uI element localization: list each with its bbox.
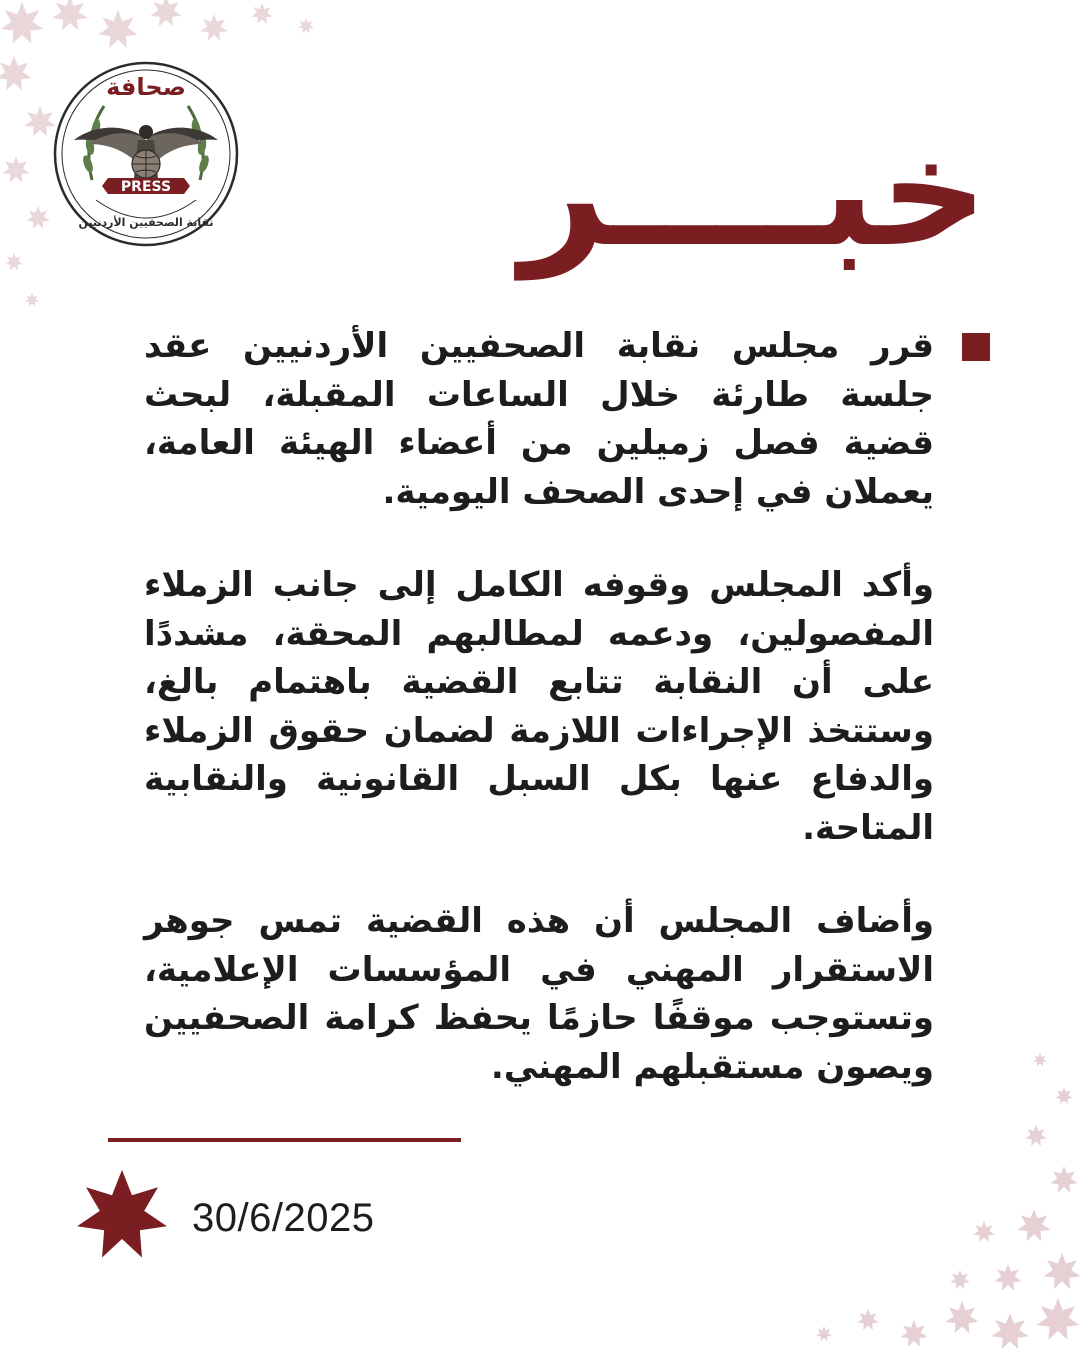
paragraph: قرر مجلس نقابة الصحفيين الأردنيين عقد جلسة طارئة خلال الساعات المقبلة، لبحث قضية فصل زميلين من أعضاء الهيئة العامة، يعملان في إحدى الصحف اليومية. — [144, 326, 934, 512]
paragraph: وأكد المجلس وقوفه الكامل إلى جانب الزملاء المفصولين، ودعمه لمطالبهم المحقة، مشددًا على أن النقابة تتابع القضية باهتمام بالغ، وستتخذ الإجراءات اللازمة لضمان حقوق الزملاء والدفاع عنها بكل السبل القانونية والنقابية المتاحة. — [144, 565, 934, 848]
bullet-square — [962, 333, 990, 361]
publish-date: 30/6/2025 — [192, 1196, 375, 1240]
press-association-logo — [52, 60, 240, 248]
jordan-star-icon — [74, 1168, 170, 1264]
logo-top-text: صحافة — [106, 73, 186, 101]
headline-title: خبــــر — [520, 106, 988, 280]
footer-divider — [108, 1138, 461, 1142]
logo-ring-text: نقابة الصحفيين الأردنيين — [78, 216, 214, 229]
news-body — [144, 322, 934, 1136]
logo-badge-text: PRESS — [120, 179, 172, 195]
paragraph: وأضاف المجلس أن هذه القضية تمس جوهر الاستقرار المهني في المؤسسات الإعلامية، وتستوجب موقفًا حازمًا يحفظ كرامة الصحفيين ويصون مستقبلهم المهني. — [144, 901, 934, 1087]
